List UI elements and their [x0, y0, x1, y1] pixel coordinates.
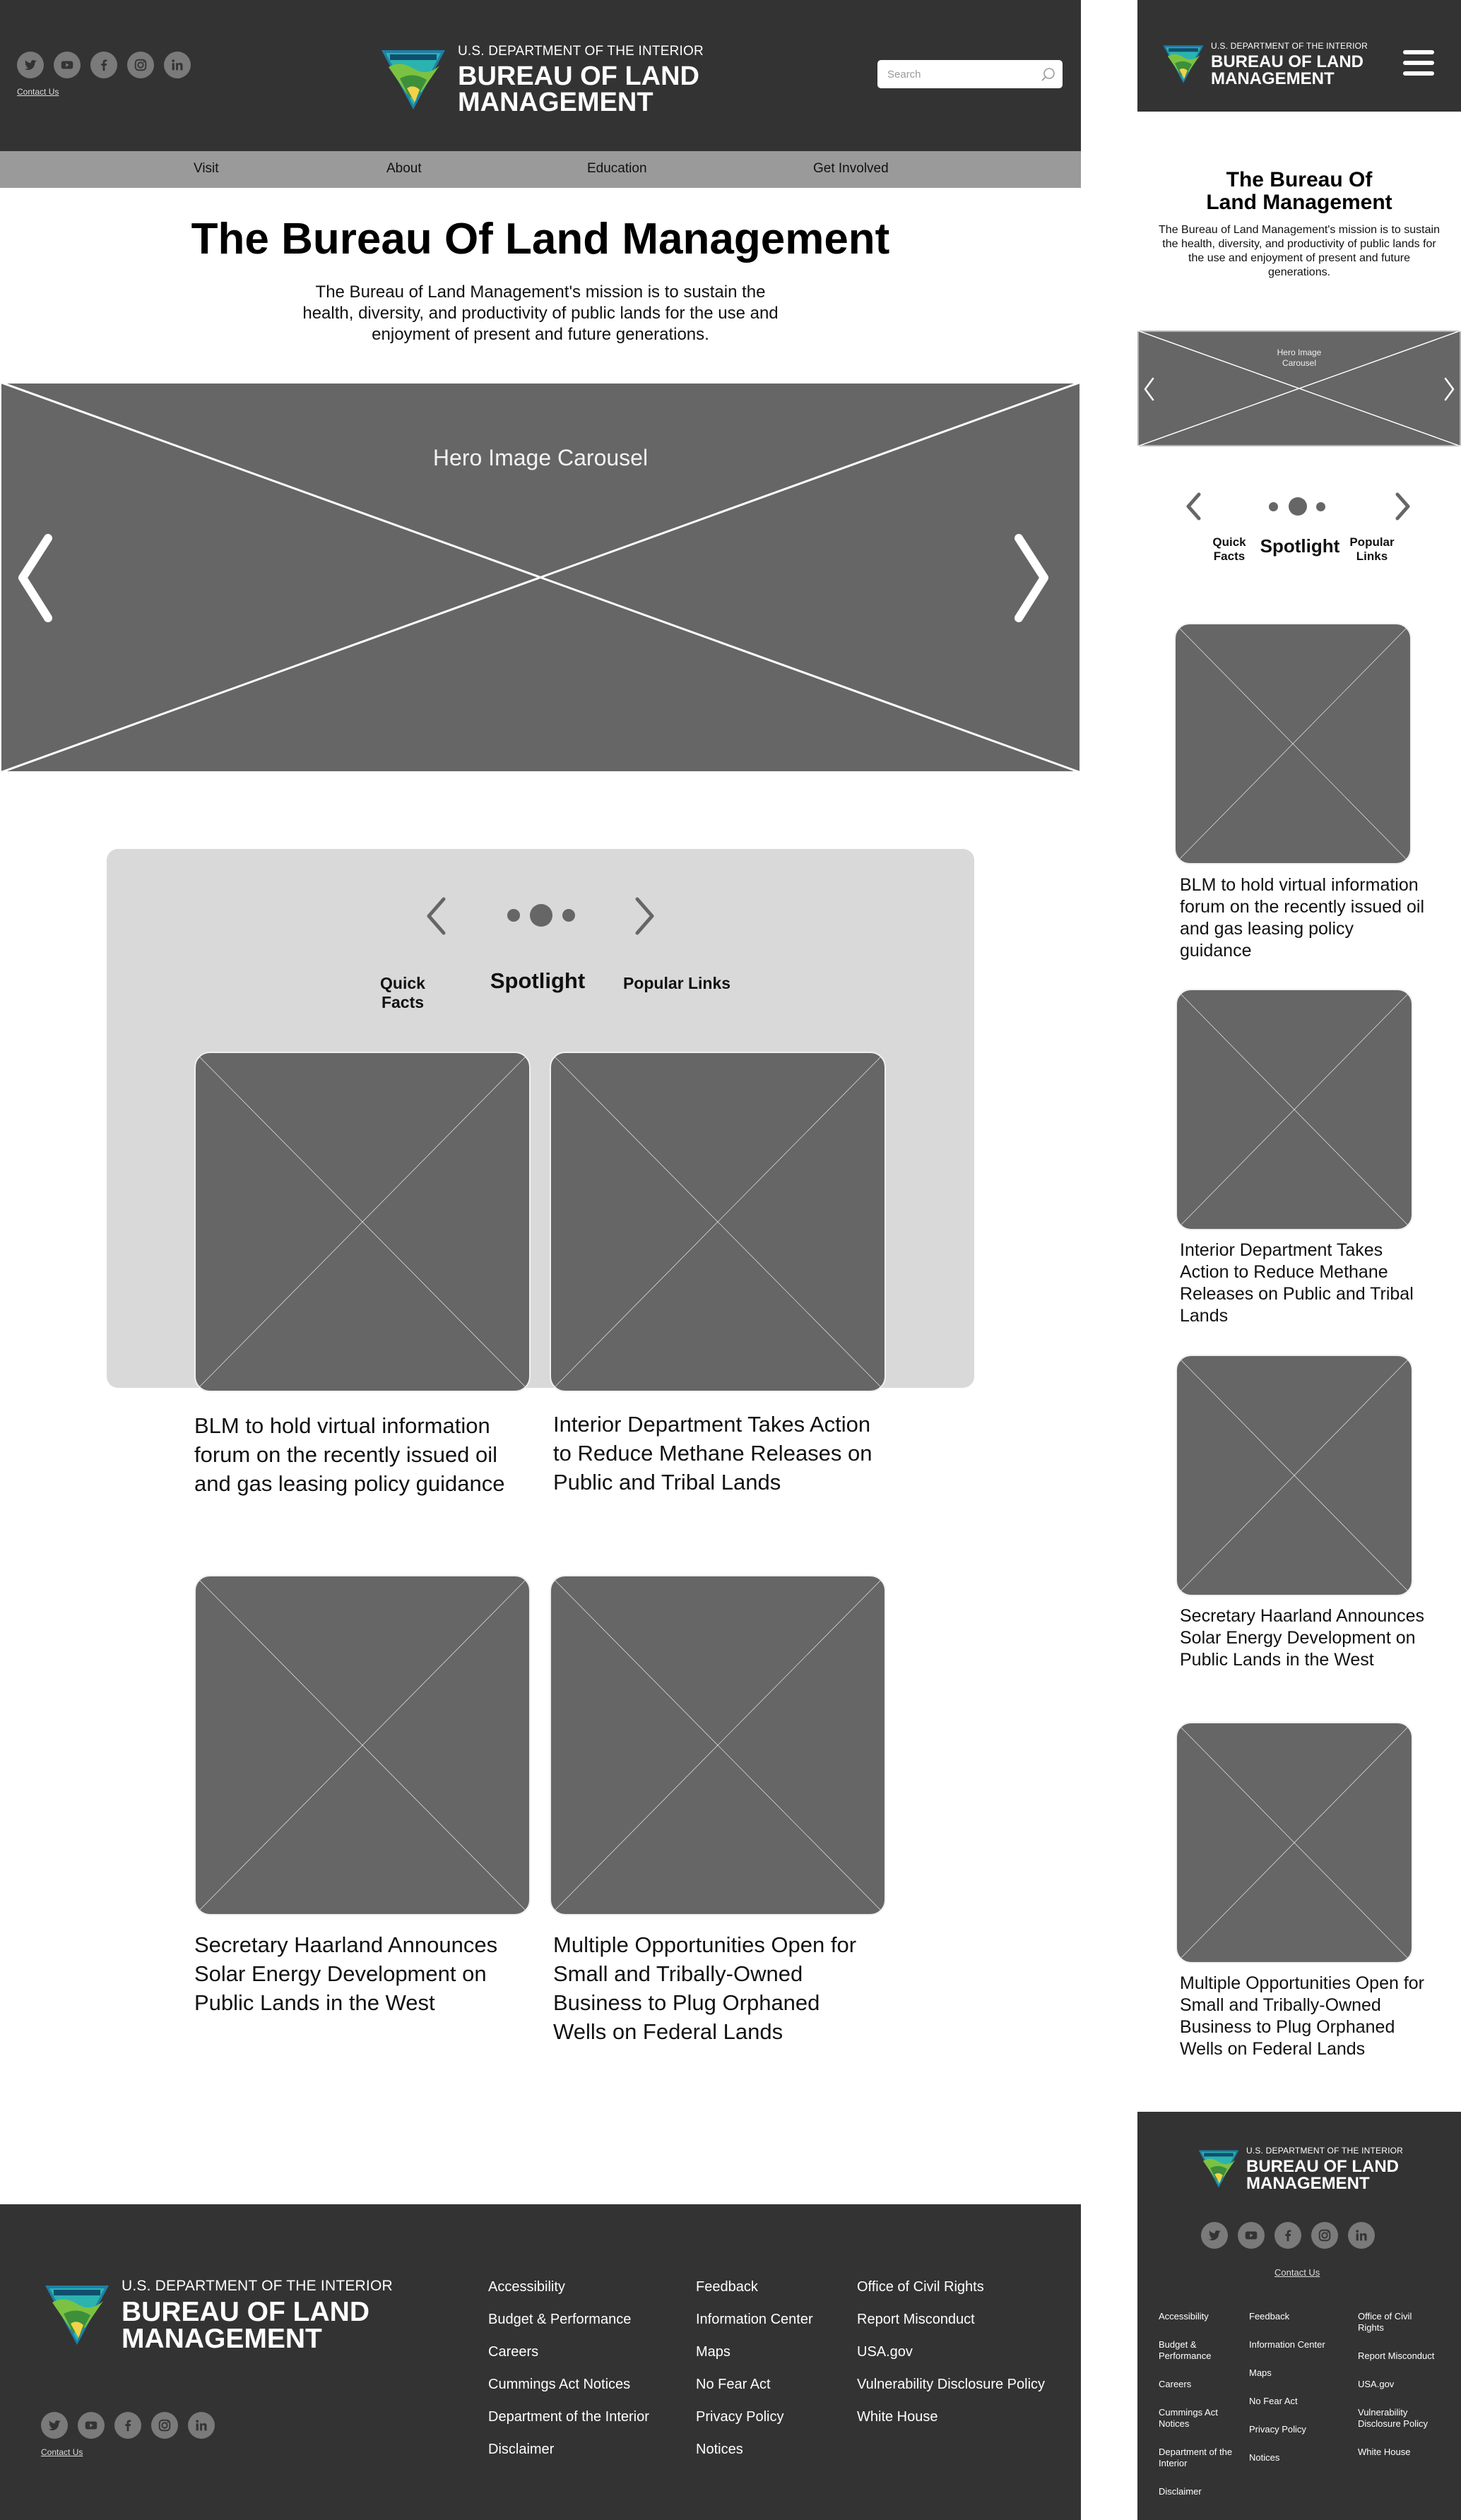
mobile-carousel-dot-active[interactable] — [1289, 497, 1307, 516]
mobile-footer-agency-department: U.S. DEPARTMENT OF THE INTERIOR — [1246, 2146, 1404, 2156]
mobile-footer-agency-name-line1: BUREAU OF LAND — [1246, 2157, 1399, 2176]
footer-link[interactable]: Accessibility — [488, 2279, 565, 2295]
mobile-mission-statement: The Bureau of Land Management's mission is to sustain the health, diversity, and productivity of public lands for the use and enjoyment of present and future generations. — [1159, 224, 1440, 278]
hero-next-arrow-icon[interactable] — [1015, 534, 1050, 622]
mobile-tab-popular-links-line2: Links — [1356, 549, 1388, 563]
mobile-hero-carousel — [1137, 331, 1461, 446]
mobile-agency-name-line1: BUREAU OF LAND — [1211, 52, 1364, 71]
mobile-footer-link[interactable]: Privacy Policy — [1249, 2424, 1306, 2435]
footer-link[interactable]: White House — [857, 2409, 938, 2425]
mobile-spotlight-card-title[interactable]: BLM to hold virtual information forum on the recently issued oil and gas leasing policy guidance — [1180, 875, 1425, 961]
spotlight-card-title[interactable]: Secretary Haarland Announces Solar Energy Development on Public Lands in the West — [194, 1932, 498, 2015]
mobile-footer-link[interactable]: White House — [1358, 2447, 1411, 2457]
footer-link[interactable]: Notices — [696, 2442, 743, 2457]
agency-department: U.S. DEPARTMENT OF THE INTERIOR — [458, 44, 704, 59]
linkedin-icon[interactable] — [164, 52, 191, 78]
facebook-icon[interactable] — [114, 2412, 141, 2439]
search-box — [877, 60, 1063, 88]
carousel-dot[interactable] — [562, 909, 575, 922]
mobile-hero-label — [1257, 347, 1342, 369]
mobile-footer-link[interactable]: Disclaimer — [1159, 2486, 1202, 2497]
image-placeholder-cross — [0, 382, 1081, 773]
twitter-icon[interactable] — [1201, 2222, 1228, 2249]
spotlight-panel — [107, 849, 974, 1496]
mobile-footer-link[interactable]: Vulnerability Disclosure Policy — [1358, 2407, 1428, 2429]
spotlight-card-image[interactable] — [194, 1575, 531, 1915]
mobile-header — [1137, 0, 1461, 112]
footer-social-links — [41, 2412, 215, 2439]
mobile-footer-link[interactable]: Office of Civil Rights — [1358, 2311, 1412, 2333]
mobile-spotlight-card-image[interactable] — [1176, 1355, 1413, 1596]
site-logo[interactable] — [379, 44, 704, 116]
footer-link[interactable]: Cummings Act Notices — [488, 2377, 631, 2392]
mobile-footer-link[interactable]: Maps — [1249, 2367, 1272, 2378]
facebook-icon[interactable] — [90, 52, 117, 78]
tab-popular-links[interactable]: Popular Links — [622, 974, 731, 992]
agency-wordmark — [458, 44, 704, 116]
mobile-footer — [1137, 2112, 1461, 2520]
mission-statement: The Bureau of Land Management's mission is to sustain the health, diversity, and productivity of public lands for the use and enjoyment of present and future generations. — [302, 283, 779, 344]
mobile-spotlight-card-title[interactable]: Multiple Opportunities Open for Small and Tribally-Owned Business to Plug Orphaned Wells on Federal Lands — [1180, 1973, 1425, 2059]
tab-quick-facts[interactable]: Quick Facts — [380, 974, 425, 1011]
mobile-carousel-dot[interactable] — [1269, 502, 1278, 511]
mobile-footer-link[interactable]: USA.gov — [1358, 2379, 1395, 2389]
mobile-footer-link[interactable]: Budget & Performance — [1159, 2339, 1212, 2361]
mobile-layout — [1137, 0, 1461, 2520]
hero-carousel — [0, 382, 1081, 773]
blm-emblem-icon — [379, 47, 448, 112]
spotlight-card-title[interactable]: Interior Department Takes Action to Reduce Methane Releases on Public and Tribal Lands — [553, 1412, 873, 1494]
footer-link[interactable]: Department of the Interior — [488, 2409, 649, 2425]
mobile-spotlight-prev-arrow-icon[interactable] — [1185, 492, 1202, 521]
youtube-icon[interactable] — [1238, 2222, 1265, 2249]
mobile-site-logo[interactable] — [1161, 41, 1368, 87]
facebook-icon[interactable] — [1274, 2222, 1301, 2249]
footer-wordmark — [122, 2278, 393, 2353]
page-title: The Bureau Of Land Management — [191, 215, 890, 263]
site-footer — [0, 2204, 1081, 2520]
blm-emblem-icon — [42, 2283, 112, 2348]
mobile-footer-link[interactable]: Information Center — [1249, 2339, 1325, 2350]
mobile-footer-contact-us-link[interactable]: Contact Us — [1274, 2267, 1320, 2278]
mobile-hero-label-line2: Carousel — [1282, 358, 1317, 368]
footer-agency-name-line2: MANAGEMENT — [122, 2324, 322, 2355]
mobile-tab-popular-links[interactable] — [1344, 535, 1400, 564]
linkedin-icon[interactable] — [188, 2412, 215, 2439]
mobile-carousel-dot[interactable] — [1316, 502, 1325, 511]
blm-emblem-icon — [1197, 2148, 1241, 2189]
linkedin-icon[interactable] — [1348, 2222, 1375, 2249]
mobile-footer-link[interactable]: Cummings Act Notices — [1159, 2407, 1218, 2429]
search-icon[interactable] — [1040, 66, 1057, 83]
footer-logo[interactable] — [42, 2278, 393, 2353]
mobile-footer-agency-name-line2: MANAGEMENT — [1246, 2173, 1370, 2193]
blm-emblem-icon — [1161, 43, 1205, 85]
instagram-icon[interactable] — [151, 2412, 178, 2439]
spotlight-card-image[interactable] — [550, 1575, 886, 1915]
mobile-footer-link[interactable]: Careers — [1159, 2379, 1192, 2389]
search-input[interactable] — [877, 60, 1026, 88]
mobile-hero-next-arrow-icon[interactable] — [1444, 377, 1455, 401]
footer-link[interactable]: Maps — [696, 2344, 730, 2360]
hero-prev-arrow-icon[interactable] — [17, 534, 52, 622]
footer-link[interactable]: USA.gov — [857, 2344, 913, 2360]
footer-contact-us-link[interactable]: Contact Us — [41, 2447, 83, 2457]
mobile-tab-popular-links-line1: Popular — [1349, 535, 1395, 549]
footer-link[interactable]: Report Misconduct — [857, 2312, 975, 2327]
mobile-spotlight-next-arrow-icon[interactable] — [1395, 492, 1412, 521]
carousel-dot[interactable] — [507, 909, 520, 922]
mobile-agency-department: U.S. DEPARTMENT OF THE INTERIOR — [1211, 41, 1368, 51]
footer-link[interactable]: Feedback — [696, 2279, 758, 2295]
carousel-dot-active[interactable] — [530, 904, 552, 927]
hero-label: Hero Image Carousel — [432, 445, 649, 470]
youtube-icon[interactable] — [54, 52, 81, 78]
site-header — [0, 0, 1081, 151]
mobile-footer-link[interactable]: Department of the Interior — [1159, 2447, 1233, 2468]
spotlight-card-title[interactable]: Multiple Opportunities Open for Small and Tribally-Owned Business to Plug Orphaned Wells on Federal Lands — [553, 1932, 857, 2044]
youtube-icon[interactable] — [78, 2412, 105, 2439]
mobile-hero-prev-arrow-icon[interactable] — [1143, 377, 1154, 401]
footer-link[interactable]: Office of Civil Rights — [857, 2279, 984, 2295]
nav-item-about[interactable]: About — [386, 161, 422, 176]
footer-agency-department: U.S. DEPARTMENT OF THE INTERIOR — [122, 2278, 393, 2294]
footer-link[interactable]: Information Center — [696, 2312, 813, 2327]
spotlight-prev-arrow-icon[interactable] — [425, 897, 446, 935]
mobile-spotlight-card-title[interactable]: Interior Department Takes Action to Reduce Methane Releases on Public and Tribal Lands — [1180, 1240, 1414, 1326]
footer-link[interactable]: No Fear Act — [696, 2377, 771, 2392]
agency-name-line1: BUREAU OF LAND — [458, 61, 699, 91]
spotlight-next-arrow-icon[interactable] — [634, 897, 656, 935]
mobile-spotlight-card-image[interactable] — [1174, 623, 1412, 864]
footer-link[interactable]: Privacy Policy — [696, 2409, 784, 2425]
contact-us-link[interactable]: Contact Us — [17, 87, 59, 97]
mobile-footer-wordmark — [1246, 2146, 1403, 2192]
footer-link[interactable]: Disclaimer — [488, 2442, 555, 2457]
spotlight-card-image[interactable] — [194, 1052, 531, 1392]
twitter-icon[interactable] — [17, 52, 44, 78]
mobile-tab-quick-facts[interactable] — [1201, 535, 1258, 564]
mobile-wordmark — [1211, 41, 1368, 87]
agency-name-line2: MANAGEMENT — [458, 88, 653, 118]
spotlight-card-image[interactable] — [550, 1052, 886, 1392]
mobile-footer-logo[interactable] — [1197, 2146, 1403, 2192]
mobile-page-title — [1137, 169, 1461, 214]
nav-item-education[interactable]: Education — [587, 161, 647, 176]
mobile-spotlight-card-title[interactable]: Secretary Haarland Announces Solar Energy Development on Public Lands in the West — [1180, 1606, 1425, 1670]
mobile-footer-link[interactable]: No Fear Act — [1249, 2396, 1298, 2406]
mobile-tab-spotlight[interactable]: Spotlight — [1260, 535, 1340, 557]
menu-icon[interactable] — [1403, 50, 1434, 76]
mobile-tab-quick-facts-line1: Quick — [1212, 535, 1246, 549]
social-links — [17, 52, 191, 78]
mobile-page-title-line2: Land Management — [1206, 191, 1392, 214]
nav-item-visit[interactable]: Visit — [194, 161, 219, 176]
instagram-icon[interactable] — [1311, 2222, 1338, 2249]
spotlight-card-title[interactable]: BLM to hold virtual information forum on the recently issued oil and gas leasing policy guidance — [194, 1413, 505, 1496]
mobile-footer-link[interactable]: Notices — [1249, 2452, 1280, 2463]
mobile-footer-link[interactable]: Accessibility — [1159, 2311, 1209, 2322]
mobile-hero-label-line1: Hero Image — [1277, 347, 1322, 357]
twitter-icon[interactable] — [41, 2412, 68, 2439]
main-nav — [0, 151, 1081, 188]
mobile-tab-quick-facts-line2: Facts — [1213, 549, 1246, 563]
instagram-icon[interactable] — [127, 52, 154, 78]
footer-link[interactable]: Careers — [488, 2344, 539, 2360]
footer-agency-name-line1: BUREAU OF LAND — [122, 2297, 369, 2327]
mobile-agency-name-line2: MANAGEMENT — [1211, 69, 1335, 88]
mobile-spotlight-card-image[interactable] — [1176, 989, 1413, 1230]
footer-link[interactable]: Budget & Performance — [488, 2312, 632, 2327]
footer-link[interactable]: Vulnerability Disclosure Policy — [857, 2377, 1046, 2392]
mobile-page-title-line1: The Bureau Of — [1226, 168, 1373, 191]
mobile-footer-link[interactable]: Feedback — [1249, 2311, 1290, 2322]
nav-item-get-involved[interactable]: Get Involved — [813, 161, 889, 176]
mobile-spotlight-card-image[interactable] — [1176, 1722, 1413, 1963]
mobile-footer-social-links — [1201, 2222, 1375, 2249]
tab-spotlight[interactable]: Spotlight — [490, 968, 586, 993]
mobile-footer-link[interactable]: Report Misconduct — [1358, 2350, 1435, 2361]
